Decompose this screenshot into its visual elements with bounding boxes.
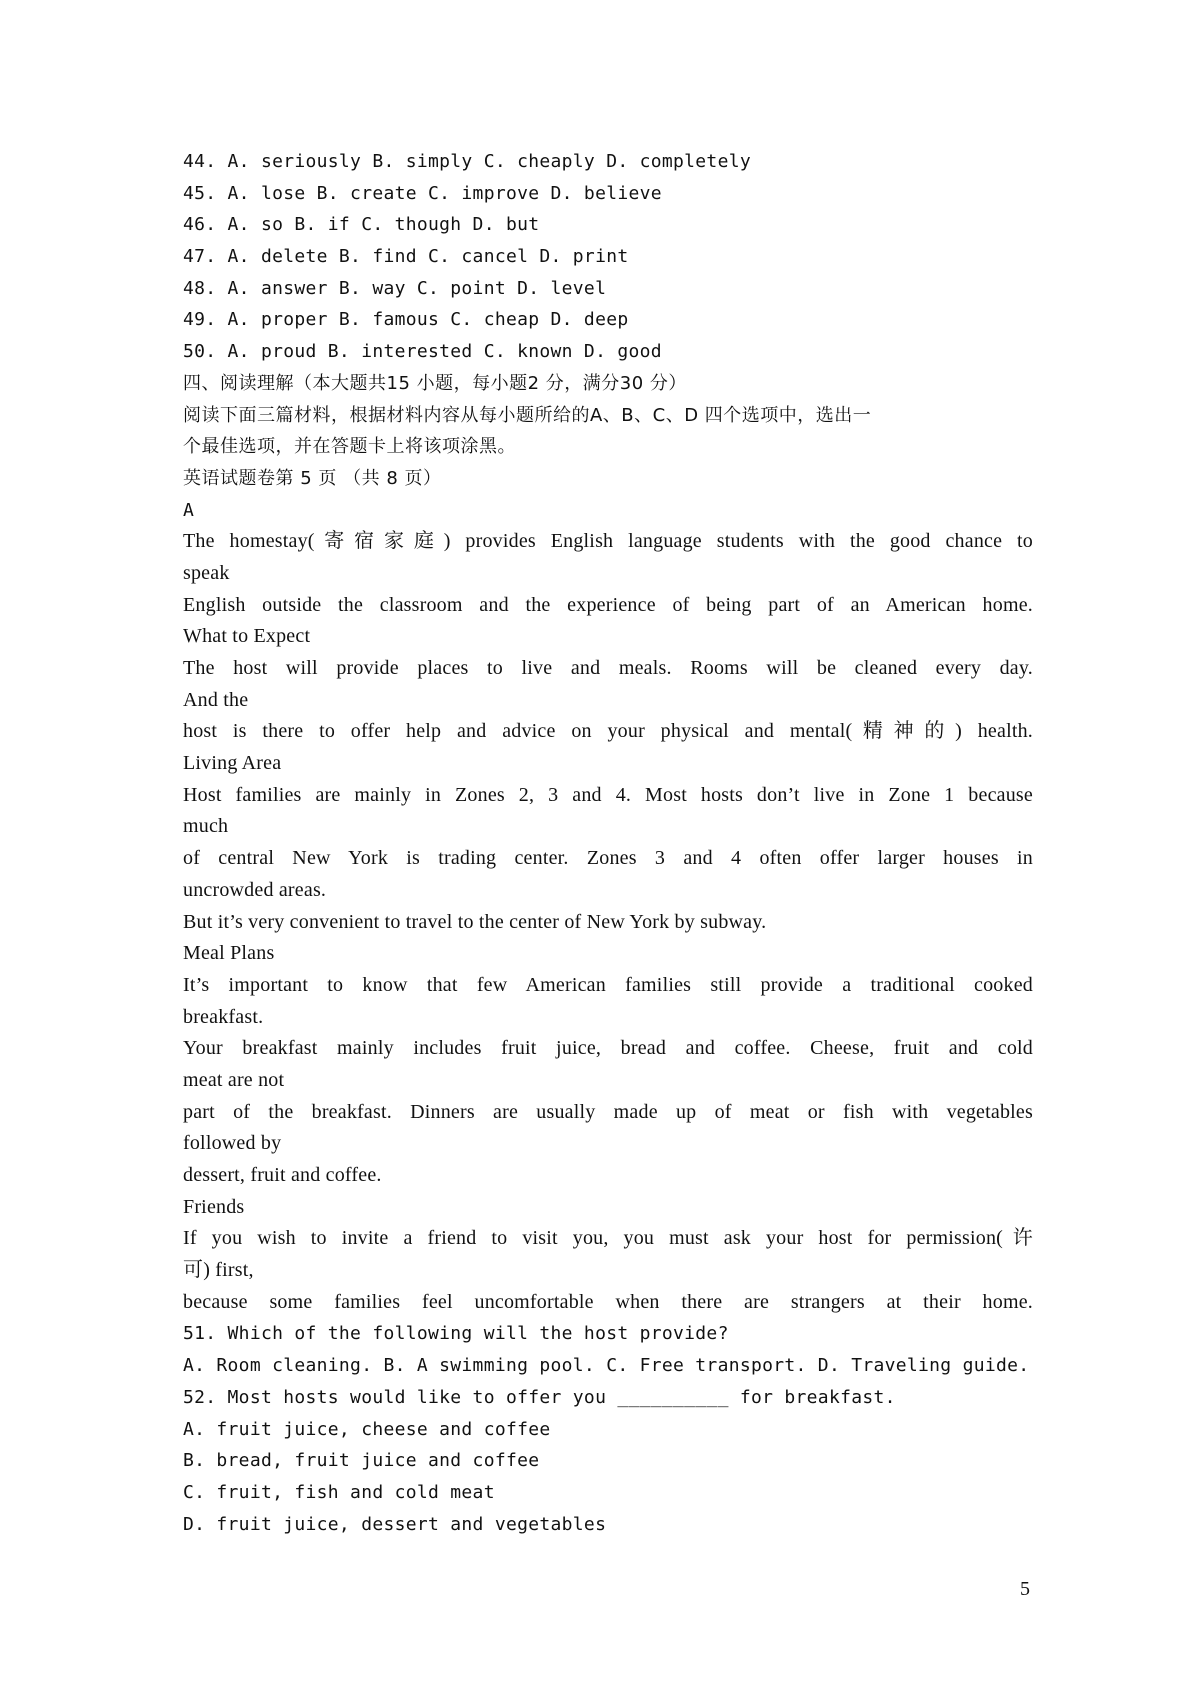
friends-heading: Friends [183,1195,245,1218]
expect-line-3: host is there to offer help and advice on your physical and mental(精神的) health. [183,720,1033,743]
section-heading: 四、阅读理解（本大题共15 小题，每小题2 分，满分30 分） [183,372,687,394]
friends-line-1: If you wish to invite a friend to visit you, you must ask your host for permission(许 [183,1227,1033,1250]
meal-line-6: followed by [183,1132,282,1155]
passage-intro [183,526,1033,621]
question-52-option-a: A. fruit juice, cheese and coffee [183,1418,551,1440]
meal-line-1: It’s important to know that few American families still provide a traditional cooked [183,973,1033,996]
question-52 [183,1382,1033,1540]
option-line-46: 46. A. so B. if C. though D. but [183,214,540,236]
expect-line-1: The host will provide places to live and meals. Rooms will be cleaned every day. [183,657,1033,679]
question-51-options: A. Room cleaning. B. A swimming pool. C. Free transport. D. Traveling guide. [183,1355,1030,1377]
passage-intro-line-3: English outside the classroom and the experience of being part of an American home. [183,593,1033,616]
exam-page [183,146,1033,1540]
friends-line-2: 可) first, [183,1259,254,1282]
friends-line-3: because some families feel uncomfortable when there are strangers at their home. [183,1290,1033,1313]
living-line-1: Host families are mainly in Zones 2, 3 and 4. Most hosts don’t live in Zone 1 because [183,783,1033,806]
expect-heading: What to Expect [183,625,311,648]
question-51 [183,1318,1033,1381]
living-section [183,780,1033,938]
living-heading: Living Area [183,752,282,775]
question-52-option-d: D. fruit juice, dessert and vegetables [183,1513,607,1535]
question-52-option-c: C. fruit, fish and cold meat [183,1481,495,1503]
meal-heading: Meal Plans [183,942,275,965]
meal-line-4: meat are not [183,1068,285,1091]
expect-line-2: And the [183,688,249,711]
friends-section [183,1223,1033,1318]
living-line-4: uncrowded areas. [183,878,327,901]
option-line-48: 48. A. answer B. way C. point D. level [183,277,607,299]
question-52-stem: 52. Most hosts would like to offer you __________ for breakfast. [183,1386,896,1408]
meal-line-5: part of the breakfast. Dinners are usually made up of meat or fish with vegetables [183,1100,1033,1123]
option-line-47: 47. A. delete B. find C. cancel D. print [183,246,629,268]
page-number: 5 [1020,1578,1030,1600]
meal-line-2: breakfast. [183,1005,264,1028]
page-footer-text: 英语试题卷第 5 页 （共 8 页） [183,467,442,489]
passage-intro-line-1: The homestay(寄宿家庭) provides English language students with the good chance to [183,530,1033,553]
options-block [183,146,1033,368]
expect-section [183,653,1033,748]
option-line-45: 45. A. lose B. create C. improve D. believe [183,182,662,204]
living-line-2: much [183,815,229,838]
option-line-44: 44. A. seriously B. simply C. cheaply D. completely [183,151,751,172]
instructions-line-1: 阅读下面三篇材料，根据材料内容从每小题所给的A、B、C、D 四个选项中，选出一 [183,404,872,426]
meal-section [183,970,1033,1192]
option-line-49: 49. A. proper B. famous C. cheap D. deep [183,309,629,331]
living-line-3: of central New York is trading center. Zones 3 and 4 often offer larger houses in [183,847,1033,870]
instructions-line-2: 个最佳选项，并在答题卡上将该项涂黑。 [183,436,516,458]
question-51-stem: 51. Which of the following will the host provide? [183,1323,729,1345]
question-52-option-b: B. bread, fruit juice and coffee [183,1450,540,1472]
meal-line-3: Your breakfast mainly includes fruit juice, bread and coffee. Cheese, fruit and cold [183,1037,1033,1060]
passage-label: A [183,499,195,521]
passage-intro-line-2: speak [183,561,230,584]
meal-line-7: dessert, fruit and coffee. [183,1164,382,1186]
option-line-50: 50. A. proud B. interested C. known D. good [183,341,662,363]
living-line-5: But it’s very convenient to travel to the center of New York by subway. [183,910,767,933]
